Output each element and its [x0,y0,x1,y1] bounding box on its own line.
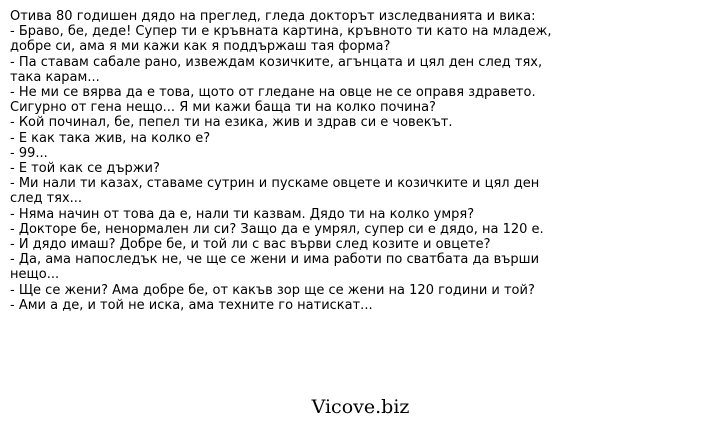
joke-line: Сигурно от гена нещо... Я ми кажи баща ти на колко почина? [10,100,436,116]
site-watermark: Vicove.biz [311,396,410,418]
joke-line: - Е как така жив, на колко е? [10,130,211,146]
joke-line: Отива 80 годишен дядо на преглед, гледа докторът изследванията и вика: [10,9,536,24]
joke-line: след тях... [10,191,83,207]
joke-line: - Па ставам сабале рано, извеждам козичките, агънцата и цял ден след тях, [10,54,543,70]
joke-line: - Няма начин от това да е, нали ти казвам. Дядо ти на колко умря? [10,206,475,222]
joke-line: - Не ми се вярва да е това, щото от гледане на овце не се оправя здравето. [10,85,536,101]
joke-line: - Браво, бе, деде! Супер ти е кръвната картина, кръвното ти като на младеж, [10,24,552,40]
joke-line: - И дядо имаш? Добре бе, и той ли с вас върви след козите и овцете? [10,237,491,253]
joke-line: така карам... [10,69,100,85]
joke-line: - Кой починал, бе, пепел ти на езика, жив и здрав си е човекът. [10,115,453,131]
joke-line: - Да, ама напоследък не, че ще се жени и има работи по сватбата да върши [10,252,540,268]
joke-line: добре си, ама я ми кажи как я поддържаш тая форма? [10,39,391,55]
joke-line: - Ще се жени? Ама добре бе, от какъв зор ще се жени на 120 години и той? [10,282,535,298]
joke-line: - Ми нали ти казах, ставаме сутрин и пускаме овцете и козичките и цял ден [10,176,540,192]
joke-line: - 99... [10,145,48,161]
joke-line: - Е той как се държи? [10,161,160,177]
joke-line: - Докторе бе, ненормален ли си? Защо да е умрял, супер си е дядо, на 120 е. [10,221,544,237]
joke-line: нещо... [10,267,60,283]
joke-text [10,9,570,313]
joke-line: - Ами а де, и той не иска, ама техните го натискат... [10,297,373,313]
